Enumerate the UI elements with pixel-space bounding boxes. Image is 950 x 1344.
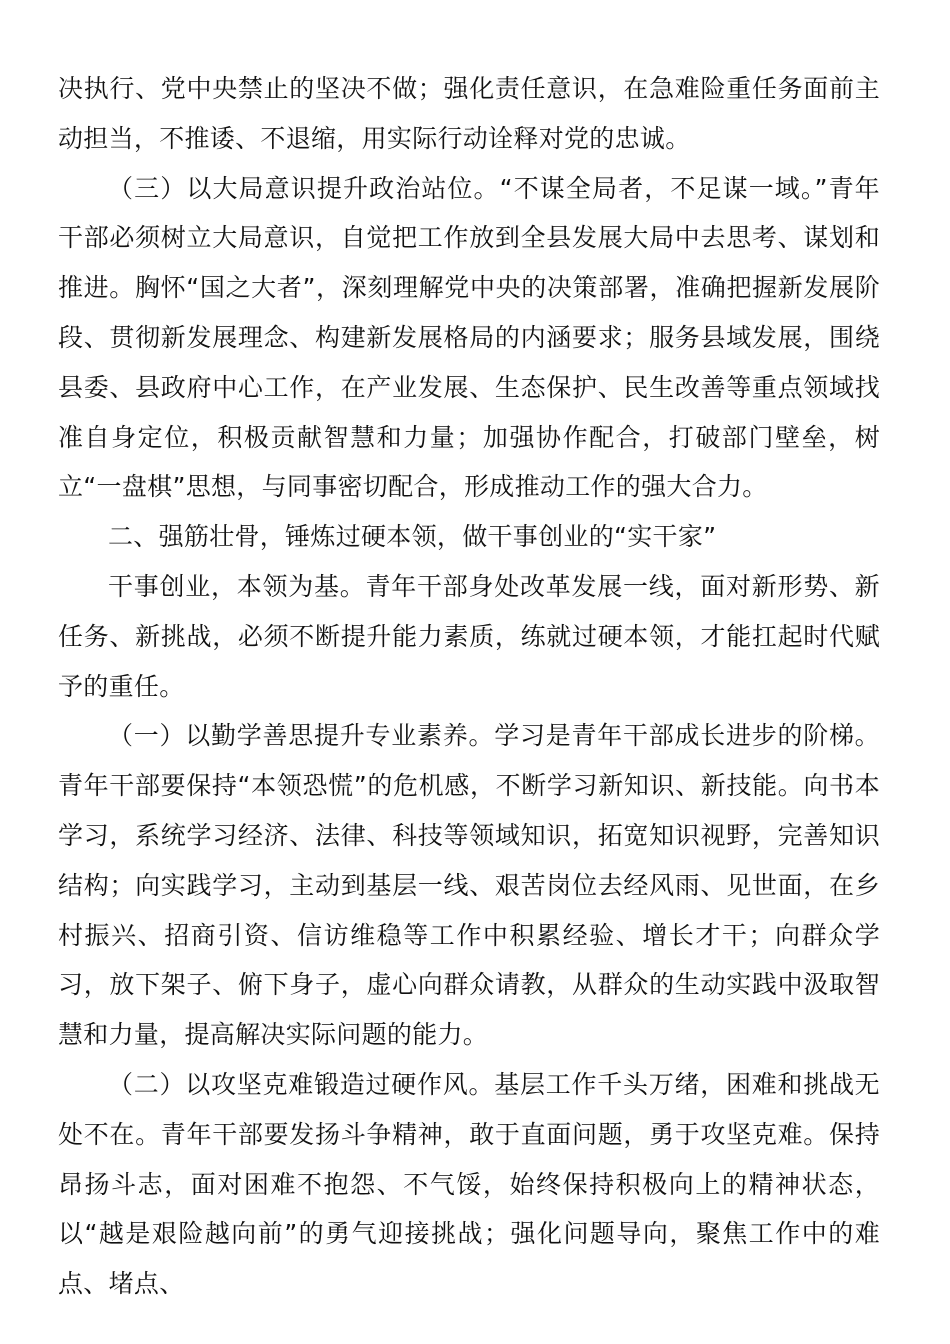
paragraph-section-three-political-stance: （三）以大局意识提升政治站位。“不谋全局者，不足谋一域。”青年干部必须树立大局意识，自觉把工作放到全县发展大局中去思考、谋划和推进。胸怀“国之大者”，深刻理解党中央的决策部署，准确把握新发展阶段、贯彻新发展理念、构建新发展格局的内涵要求；服务县域发展，围绕县委、县政府中心工作，在产业发展、生态保护、民生改善等重点领域找准自身定位，积极贡献智慧和力量；加强协作配合，打破部门壁垒，树立“一盘棋”思想，与同事密切配合，形成推动工作的强大合力。: [58, 173, 880, 502]
paragraph-subsection-two-style: （二）以攻坚克难锻造过硬作风。基层工作千头万绪，困难和挑战无处不在。青年干部要发扬斗争精神，敢于直面问题，勇于攻坚克难。保持昂扬斗志，面对困难不抱怨、不气馁，始终保持积极向上的精神状态，以“越是艰险越向前”的勇气迎接挑战；强化问题导向，聚焦工作中的难点、堵点、: [58, 1069, 880, 1299]
section-heading-two: 二、强筋壮骨，锤炼过硬本领，做干事创业的“实干家”: [108, 522, 717, 552]
paragraph-section-two-intro: 干事创业，本领为基。青年干部身处改革发展一线，面对新形势、新任务、新挑战，必须不断提升能力素质，练就过硬本领，才能扛起时代赋予的重任。: [58, 571, 880, 701]
paragraph-continuation: 决执行、党中央禁止的坚决不做；强化责任意识，在急难险重任务面前主动担当，不推诿、不退缩，用实际行动诠释对党的忠诚。: [58, 74, 880, 153]
paragraph-subsection-one-learning: （一）以勤学善思提升专业素养。学习是青年干部成长进步的阶梯。青年干部要保持“本领恐慌”的危机感，不断学习新知识、新技能。向书本学习，系统学习经济、法律、科技等领域知识，拓宽知识视野，完善知识结构；向实践学习，主动到基层一线、艰苦岗位去经风雨、见世面，在乡村振兴、招商引资、信访维稳等工作中积累经验、增长才干；向群众学习，放下架子、俯下身子，虚心向群众请教，从群众的生动实践中汲取智慧和力量，提高解决实际问题的能力。: [58, 721, 880, 1050]
document-page: [58, 64, 880, 1309]
